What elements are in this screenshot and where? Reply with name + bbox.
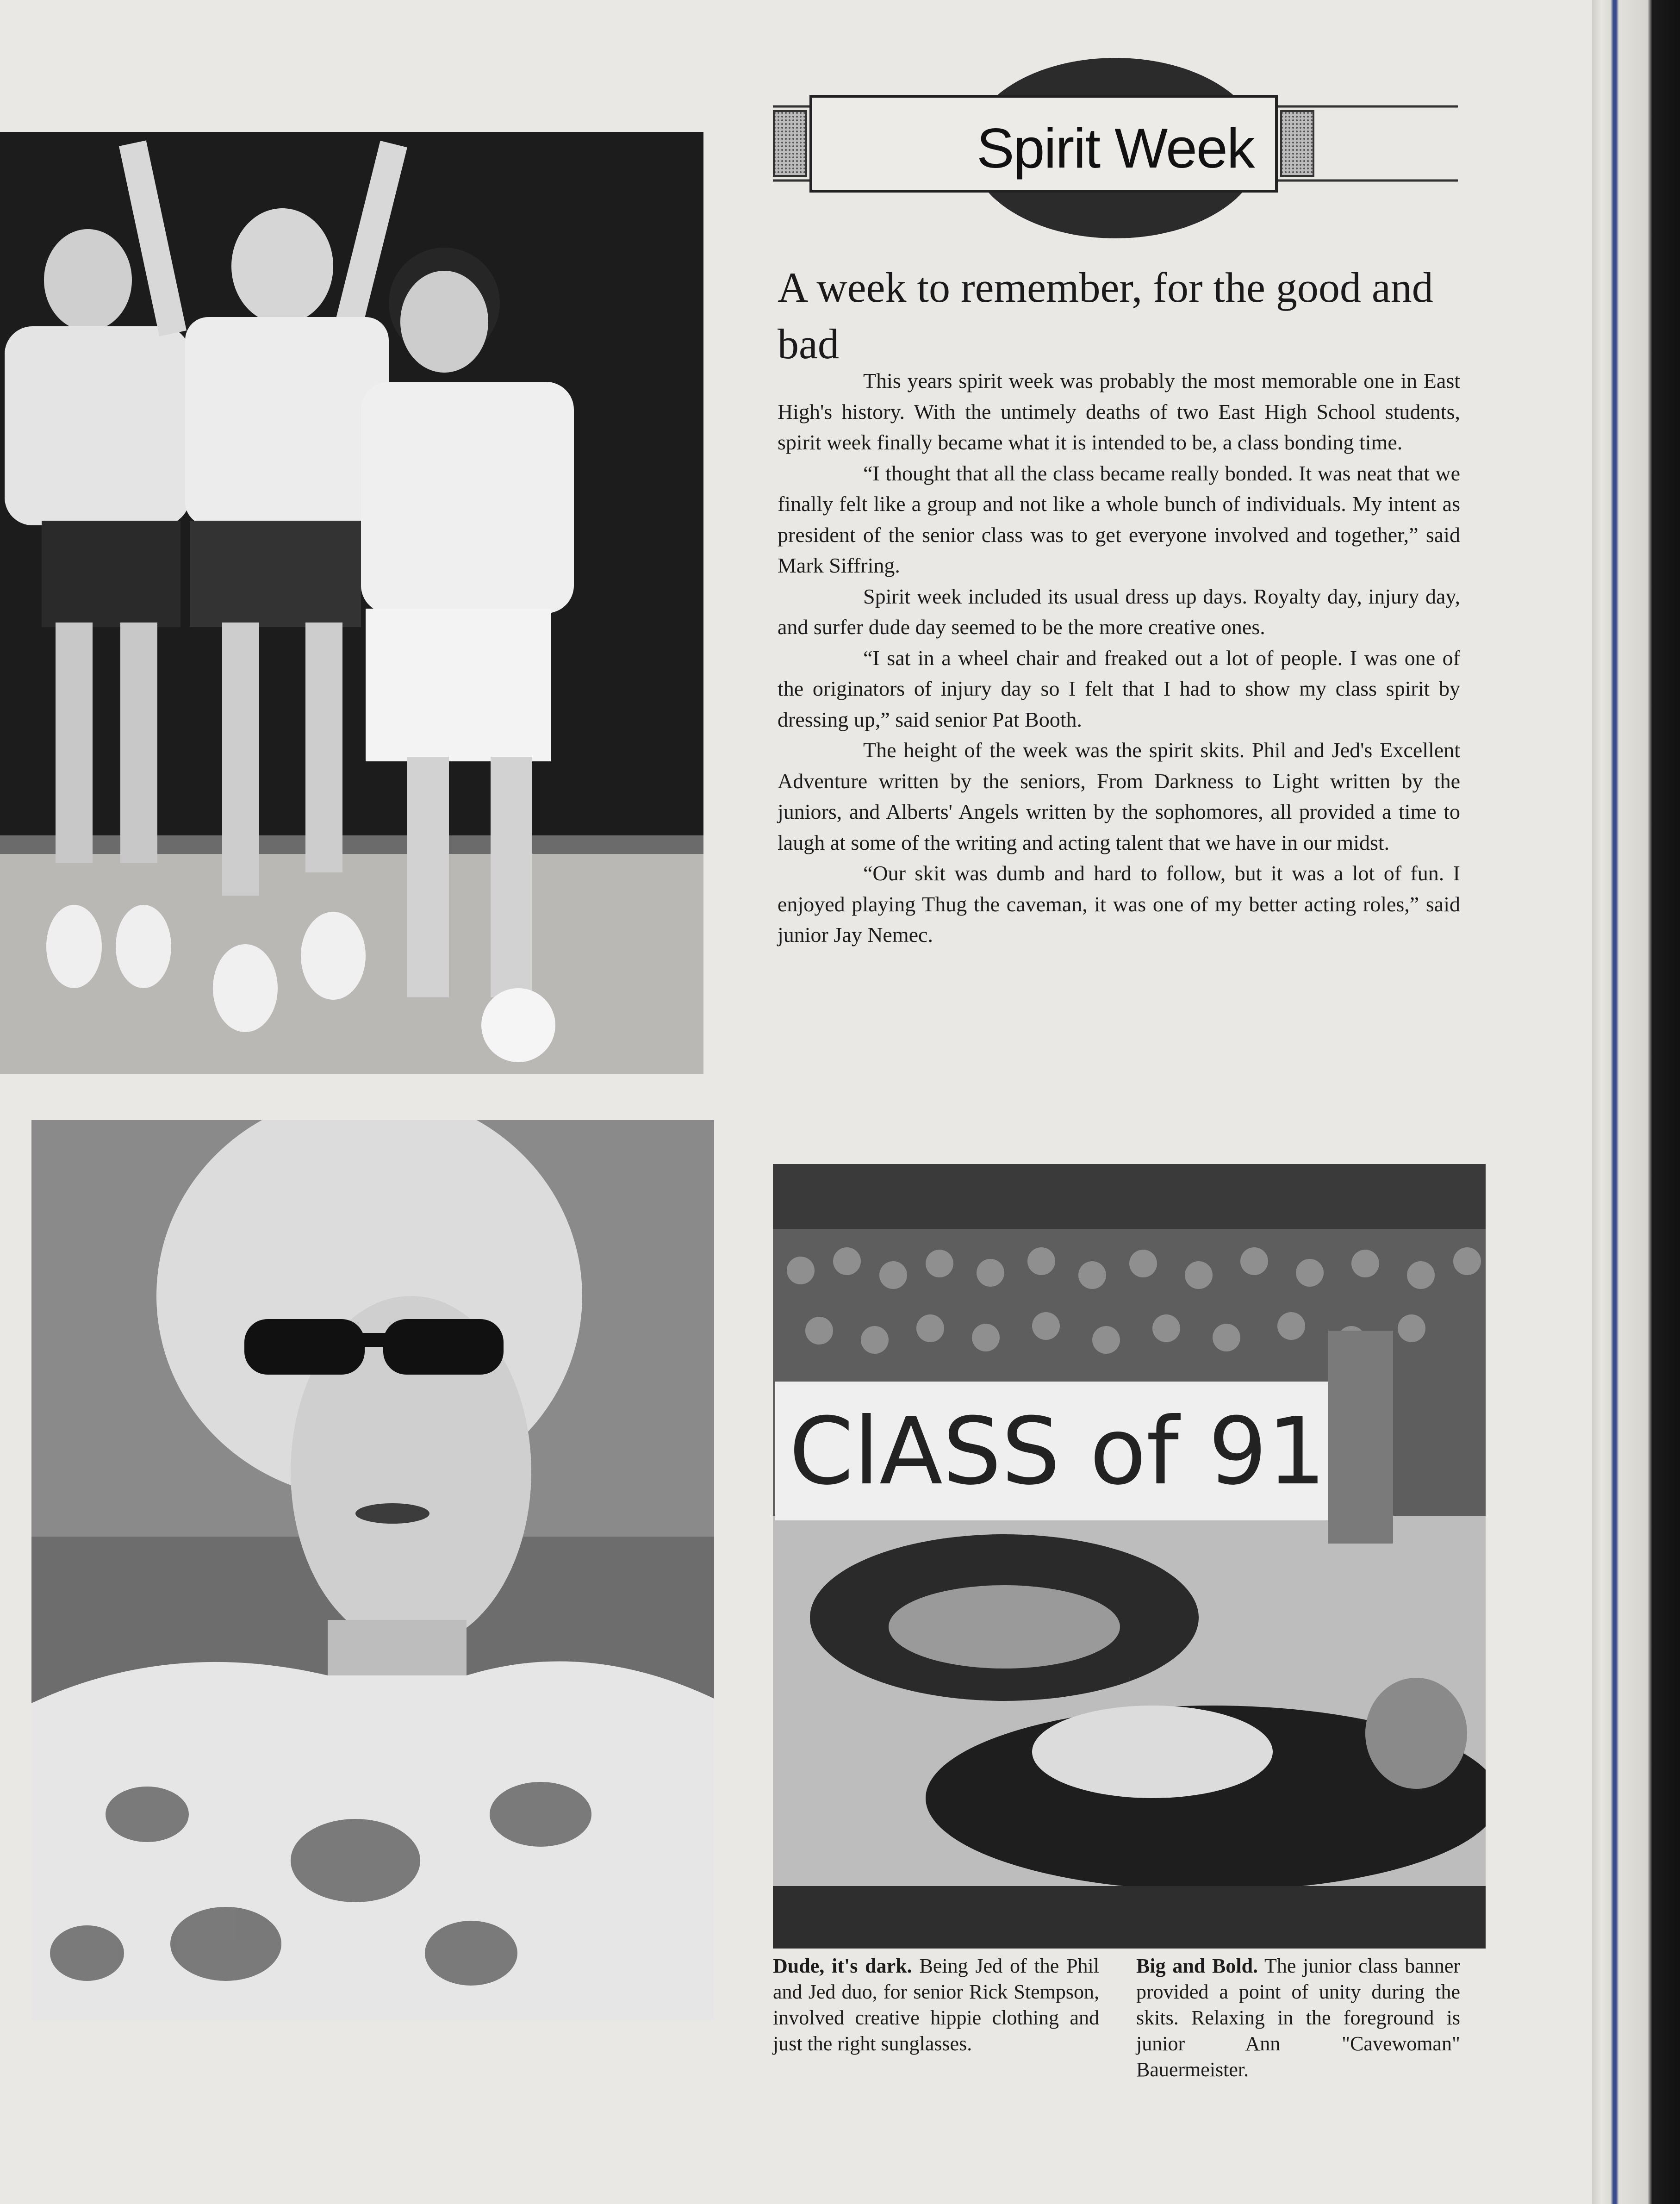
- caption-text: Being Jed of the Phil and Jed duo, for senior Rick Stempson, involved creative hippie clothing and just the right sunglasses.: [773, 1955, 1099, 2055]
- photo-cheering-students: [0, 132, 703, 1074]
- caption-lead: Dude, it's dark.: [773, 1955, 912, 1977]
- paragraph: This years spirit week was probably the most memorable one in East High's history. With the untimely deaths of two East High School students, spirit week finally became what it is intended to be, a class bonding time.: [778, 369, 1460, 454]
- caption-right: [1136, 1953, 1460, 2083]
- class-banner-text: ClASS of 91: [789, 1398, 1326, 1506]
- caption-left: [773, 1953, 1099, 2057]
- photo-student-sunglasses: [31, 1120, 714, 2020]
- article-headline: A week to remember, for the good and bad: [778, 264, 1433, 367]
- caption-text: The junior class banner provided a point of unity during the skits. Relaxing in the foreground is junior Ann "Cavewoman" Bauermeister.: [1136, 1955, 1461, 2081]
- paragraph: “I sat in a wheel chair and freaked out a lot of people. I was one of the originators of injury day so I felt that I had to show my class spirit by dressing up,” said senior Pat Booth.: [778, 646, 1460, 731]
- caption-lead: Big and Bold.: [1136, 1955, 1258, 1977]
- article-body: [778, 366, 1460, 951]
- paragraph: “Our skit was dumb and hard to follow, but it was a lot of fun. I enjoyed playing Thug the caveman, it was one of my better acting roles,” said junior Jay Nemec.: [778, 861, 1460, 946]
- paragraph: The height of the week was the spirit skits. Phil and Jed's Excellent Adventure written by the seniors, From Darkness to Light written by the juniors, and Alberts' Angels written by the sophomores, all provided a time to laugh at some of the writing and acting talent that we have in our midst.: [778, 738, 1460, 854]
- paragraph: “I thought that all the class became really bonded. It was neat that we finally felt like a group and not like a whole bunch of individuals. My intent as president of the senior class was to get everyone involved and together,” said Mark Siffring.: [778, 461, 1460, 577]
- section-header-banner: [773, 56, 1458, 241]
- section-title: Spirit Week: [977, 117, 1254, 180]
- photo-class-banner-skit: [773, 1164, 1486, 1949]
- book-binding-edge: [1592, 0, 1680, 2204]
- paragraph: Spirit week included its usual dress up days. Royalty day, injury day, and surfer dude day seemed to be the more creative ones.: [778, 584, 1460, 639]
